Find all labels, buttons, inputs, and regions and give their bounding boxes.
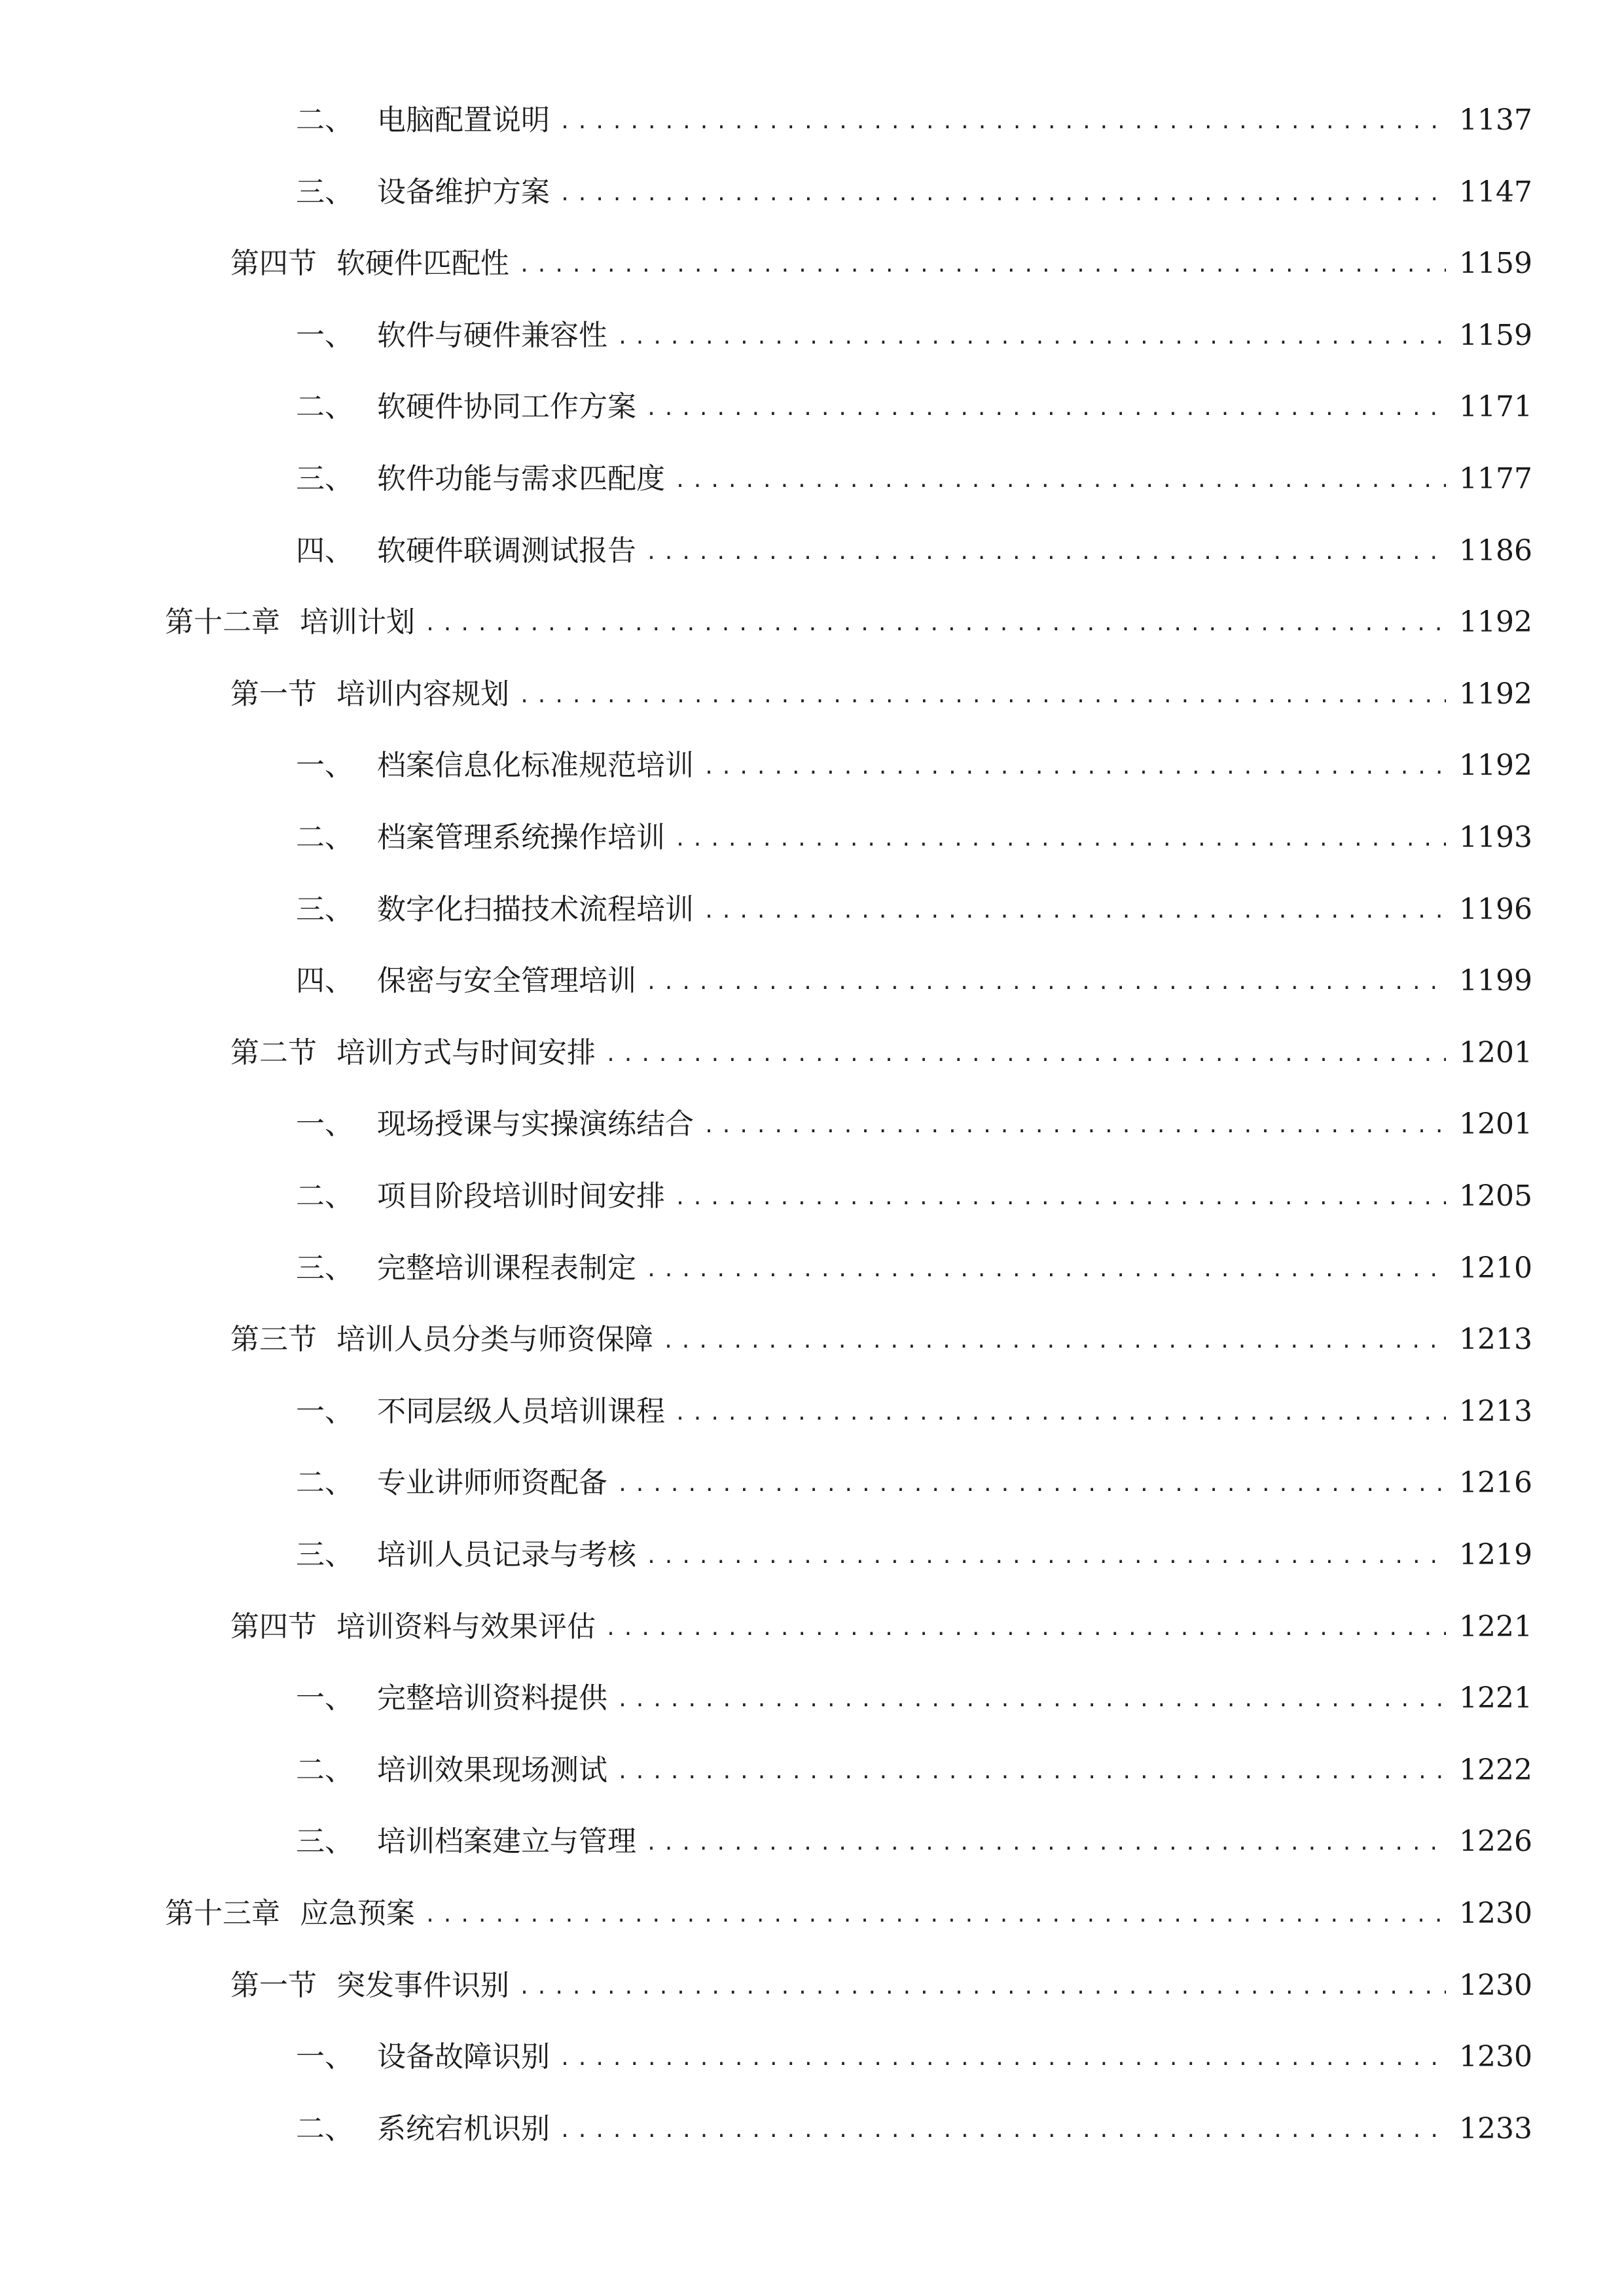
toc-entry[interactable]: [230, 226, 1532, 281]
toc-entry-page-number: 1192: [1459, 749, 1532, 783]
toc-entry-title: 不同层级人员培训课程: [377, 1394, 665, 1428]
dot-leader: [645, 543, 1446, 563]
dot-leader: [617, 1475, 1446, 1495]
toc-entry-page-number: 1213: [1459, 1394, 1532, 1428]
dot-leader: [424, 1906, 1446, 1926]
toc-entry-number: 二、: [296, 821, 353, 854]
toc-entry-page-number: 1213: [1459, 1323, 1532, 1357]
toc-entry-number: 二、: [296, 1466, 353, 1500]
toc-entry-page-number: 1192: [1459, 605, 1532, 639]
toc-entry-title: 培训效果现场测试: [377, 1753, 607, 1787]
toc-entry-page-number: 1186: [1459, 533, 1532, 567]
toc-entry-number: 第一节: [230, 1968, 317, 2002]
dot-leader: [559, 2049, 1446, 2069]
toc-entry-title: 设备故障识别: [377, 2040, 550, 2074]
toc-entry-title: 系统宕机识别: [377, 2111, 550, 2145]
toc-entry[interactable]: [296, 1158, 1532, 1211]
toc-entry-number: 一、: [296, 749, 353, 783]
toc-entry-page-number: 1201: [1459, 1035, 1532, 1069]
toc-entry[interactable]: [296, 943, 1532, 996]
toc-entry-page-number: 1177: [1459, 462, 1532, 495]
dot-leader: [703, 902, 1446, 922]
dot-leader: [518, 1978, 1446, 1998]
toc-entry-number: 第四节: [230, 1609, 317, 1643]
dot-leader: [518, 256, 1446, 276]
dot-leader: [605, 1619, 1446, 1639]
toc-entry[interactable]: [165, 1876, 1532, 1928]
toc-entry-page-number: 1233: [1459, 2111, 1532, 2145]
toc-entry[interactable]: [296, 1517, 1532, 1570]
toc-entry-page-number: 1171: [1459, 390, 1532, 424]
toc-entry[interactable]: [230, 1948, 1532, 2000]
dot-leader: [559, 2121, 1446, 2141]
toc-entry-number: 第四节: [230, 247, 317, 281]
toc-entry-number: 一、: [296, 1394, 353, 1428]
toc-entry-title: 培训计划: [300, 605, 415, 639]
toc-entry-page-number: 1219: [1459, 1538, 1532, 1571]
toc-entry-number: 第二节: [230, 1035, 317, 1069]
dot-leader: [674, 1404, 1446, 1424]
toc-entry-title: 完整培训课程表制定: [377, 1251, 636, 1285]
toc-entry-title: 项目阶段培训时间安排: [377, 1179, 665, 1213]
toc-entry-page-number: 1159: [1459, 247, 1532, 281]
toc-entry-number: 二、: [296, 2111, 353, 2145]
dot-leader: [559, 185, 1446, 204]
dot-leader: [559, 113, 1446, 132]
toc-entry[interactable]: [296, 872, 1532, 924]
dot-leader: [645, 973, 1446, 993]
dot-leader: [645, 1261, 1446, 1280]
toc-entry[interactable]: [296, 1732, 1532, 1785]
toc-entry-page-number: 1210: [1459, 1251, 1532, 1285]
dot-leader: [617, 1691, 1446, 1710]
toc-entry-page-number: 1230: [1459, 2040, 1532, 2074]
toc-entry[interactable]: [296, 298, 1532, 350]
toc-entry-page-number: 1221: [1459, 1681, 1532, 1715]
toc-entry[interactable]: [296, 1230, 1532, 1283]
toc-entry-title: 培训内容规划: [336, 677, 509, 711]
toc-entry-title: 档案管理系统操作培训: [377, 821, 665, 854]
toc-entry-number: 第十二章: [165, 605, 280, 639]
toc-entry-title: 培训档案建立与管理: [377, 1825, 636, 1859]
dot-leader: [605, 1045, 1446, 1065]
toc-entry-page-number: 1199: [1459, 964, 1532, 998]
dot-leader: [645, 1547, 1446, 1567]
toc-entry-page-number: 1226: [1459, 1825, 1532, 1859]
dot-leader: [424, 615, 1446, 634]
toc-entry-title: 突发事件识别: [336, 1968, 509, 2002]
toc-entry-title: 保密与安全管理培训: [377, 964, 636, 998]
dot-leader: [617, 328, 1446, 348]
toc-entry-page-number: 1147: [1459, 175, 1532, 209]
toc-entry-page-number: 1205: [1459, 1179, 1532, 1213]
toc-entry-title: 专业讲师师资配备: [377, 1466, 607, 1500]
toc-entry[interactable]: [296, 441, 1532, 493]
toc-entry[interactable]: [296, 2091, 1532, 2144]
toc-entry-title: 软硬件联调测试报告: [377, 533, 636, 567]
toc-entry-page-number: 1222: [1459, 1753, 1532, 1787]
toc-entry[interactable]: [296, 1086, 1532, 1139]
toc-entry-title: 现场授课与实操演练结合: [377, 1107, 694, 1141]
toc-entry[interactable]: [296, 1804, 1532, 1859]
toc-entry[interactable]: [296, 1445, 1532, 1498]
toc-entry-title: 培训方式与时间安排: [336, 1035, 596, 1069]
dot-leader: [662, 1332, 1446, 1352]
toc-entry-number: 三、: [296, 1825, 353, 1859]
toc-entry-title: 软件与硬件兼容性: [377, 318, 607, 352]
toc-entry[interactable]: [230, 1589, 1532, 1641]
toc-entry-title: 档案信息化标准规范培训: [377, 749, 694, 783]
toc-entry[interactable]: [230, 1302, 1532, 1357]
toc-entry[interactable]: [296, 82, 1532, 135]
toc-entry-number: 三、: [296, 462, 353, 495]
dot-leader: [703, 758, 1446, 778]
toc-entry-title: 数字化扫描技术流程培训: [377, 892, 694, 926]
toc-entry[interactable]: [296, 728, 1532, 783]
toc-entry-page-number: 1193: [1459, 821, 1532, 854]
toc-entry-title: 完整培训资料提供: [377, 1681, 607, 1715]
toc-entry-number: 第十三章: [165, 1897, 280, 1930]
toc-entry-number: 第三节: [230, 1323, 317, 1357]
toc-entry-number: 二、: [296, 1179, 353, 1213]
toc-entry-number: 三、: [296, 1251, 353, 1285]
toc-entry[interactable]: [296, 1660, 1532, 1713]
dot-leader: [674, 830, 1446, 850]
toc-entry[interactable]: [165, 584, 1532, 637]
dot-leader: [703, 1117, 1446, 1136]
toc-entry[interactable]: [296, 2019, 1532, 2072]
toc-entry-title: 培训人员记录与考核: [377, 1538, 636, 1571]
toc-entry-title: 电脑配置说明: [377, 103, 550, 137]
toc-entry-page-number: 1221: [1459, 1609, 1532, 1643]
dot-leader: [617, 1763, 1446, 1782]
dot-leader: [674, 471, 1446, 491]
toc-entry-page-number: 1216: [1459, 1466, 1532, 1500]
toc-entry-number: 一、: [296, 1681, 353, 1715]
toc-entry-title: 应急预案: [300, 1897, 415, 1930]
dot-leader: [674, 1189, 1446, 1208]
toc-entry[interactable]: [296, 1374, 1532, 1426]
toc-entry-page-number: 1201: [1459, 1107, 1532, 1141]
toc-entry-number: 二、: [296, 390, 353, 424]
toc-entry-number: 二、: [296, 103, 353, 137]
toc-entry-page-number: 1159: [1459, 318, 1532, 352]
toc-entry-title: 培训资料与效果评估: [336, 1609, 596, 1643]
toc-entry-number: 一、: [296, 1107, 353, 1141]
toc-entry-number: 一、: [296, 318, 353, 352]
toc-entry-number: 三、: [296, 1538, 353, 1571]
toc-entry[interactable]: [296, 513, 1532, 565]
toc-entry-number: 三、: [296, 175, 353, 209]
toc-entry-number: 一、: [296, 2040, 353, 2074]
toc-entry-page-number: 1137: [1459, 103, 1532, 137]
toc-entry-number: 二、: [296, 1753, 353, 1787]
toc-entry-title: 培训人员分类与师资保障: [336, 1323, 653, 1357]
toc-entry-title: 软件功能与需求匹配度: [377, 462, 665, 495]
toc-entry-page-number: 1192: [1459, 677, 1532, 711]
toc-entry-page-number: 1230: [1459, 1968, 1532, 2002]
toc-entry-title: 设备维护方案: [377, 175, 550, 209]
toc-entry[interactable]: [230, 656, 1532, 709]
toc-entry-title: 软硬件匹配性: [336, 247, 509, 281]
dot-leader: [645, 399, 1446, 419]
toc-entry-number: 四、: [296, 533, 353, 567]
toc-entry-page-number: 1196: [1459, 892, 1532, 926]
dot-leader: [518, 687, 1446, 706]
toc-entry[interactable]: [296, 800, 1532, 852]
toc-entry[interactable]: [296, 154, 1532, 207]
toc-entry-number: 四、: [296, 964, 353, 998]
toc-entry-number: 第一节: [230, 677, 317, 711]
toc-entry[interactable]: [230, 1015, 1532, 1067]
toc-entry-title: 软硬件协同工作方案: [377, 390, 636, 424]
dot-leader: [645, 1834, 1446, 1854]
toc-entry[interactable]: [296, 369, 1532, 422]
toc-entry-number: 三、: [296, 892, 353, 926]
toc-entry-page-number: 1230: [1459, 1897, 1532, 1930]
